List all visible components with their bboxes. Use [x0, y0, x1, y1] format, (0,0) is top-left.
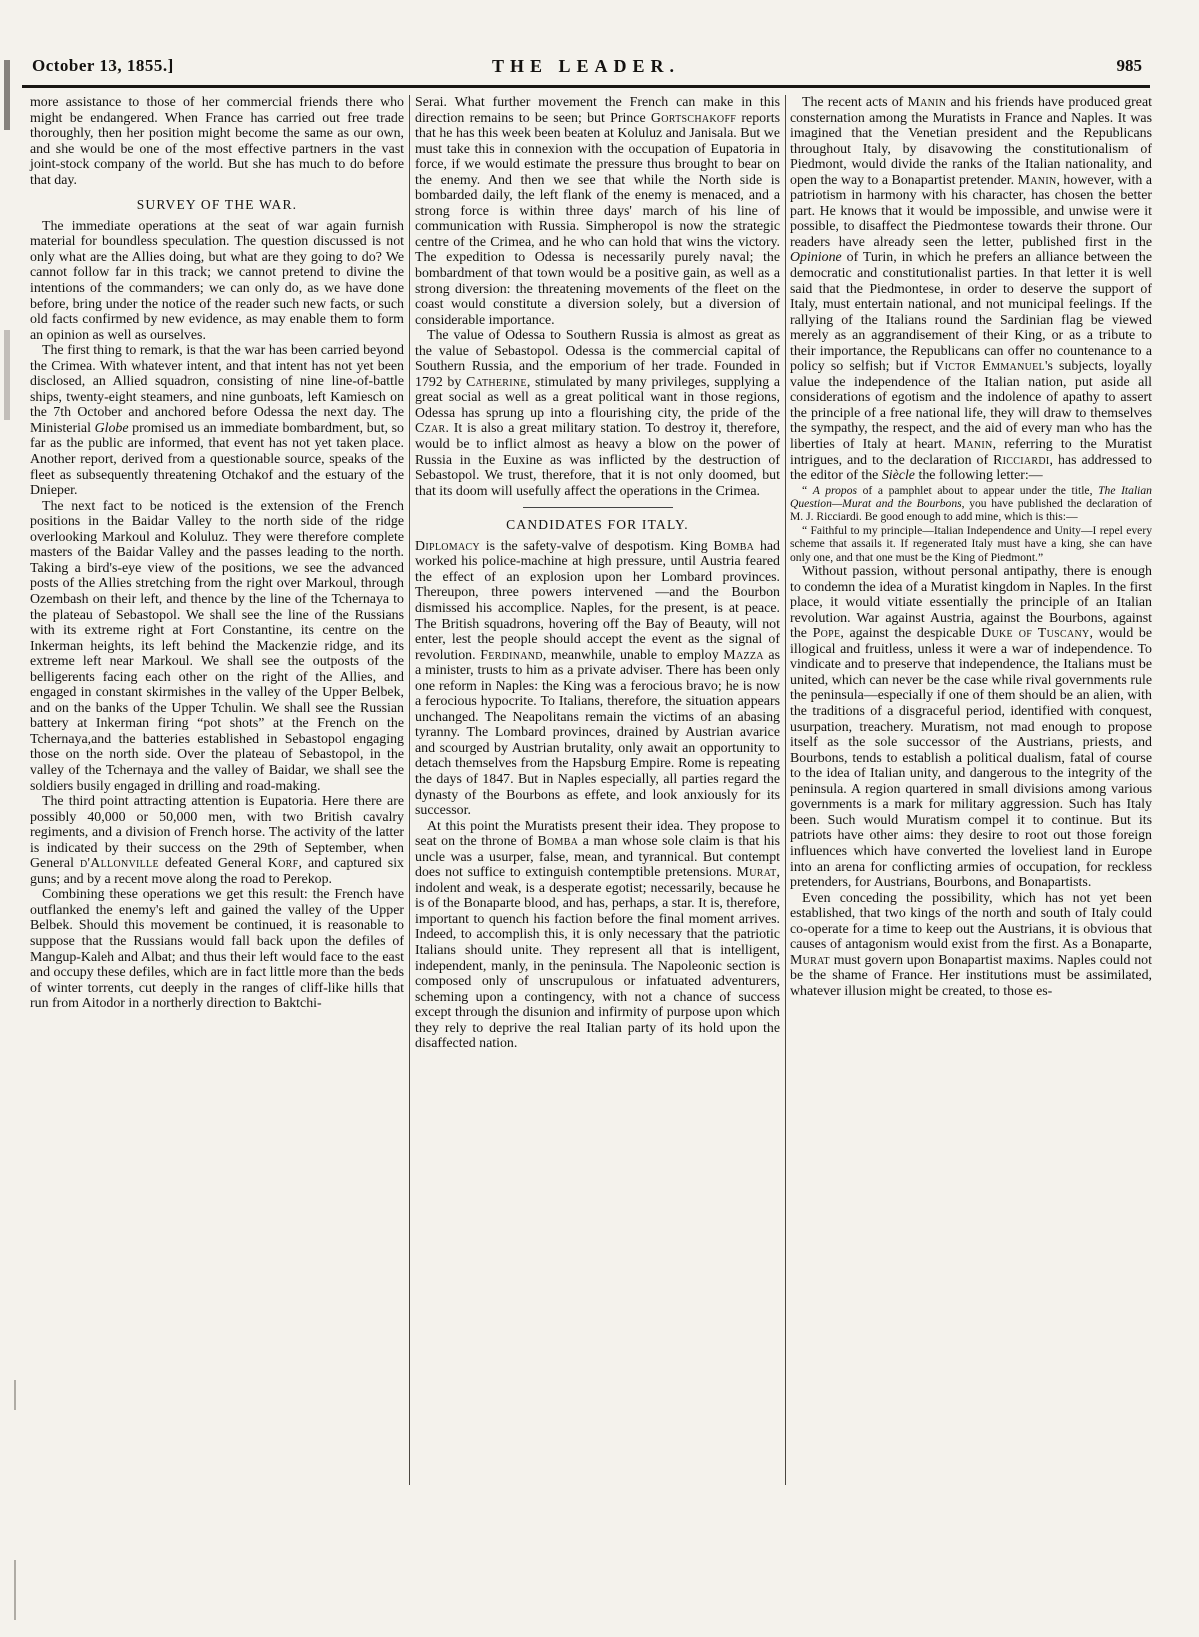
column-3: [790, 95, 1152, 999]
paragraph: Even conceding the possibility, which has not yet been established, that two kings of the north and south of Italy could co-operate for a time to keep out the Austrians, it is obvious that causes of antagonism would exist from the first. As a Bonaparte, Murat must govern upon Bonapartist maxims. Naples could not be the shame of France. Her institutions must be assimilated, whatever illusion might be created, to those es-: [790, 890, 1152, 999]
binding-mark: [4, 60, 10, 130]
margin-mark: [14, 1380, 16, 1410]
page-header: [22, 56, 1150, 80]
paragraph: At this point the Muratists present their idea. They propose to seat on the throne of Bomba a man whose sole claim is that his uncle was a usurper, false, mean, and tyrannical. But contempt does not suffice to extinguish contemptible pretensions. Murat, indolent and weak, is a desperate egotist; necessarily, because he is of the Bonaparte blood, and has, perhaps, a star. It is, therefore, important to quench his faction before the final moment arrives. Indeed, to accomplish this, it is only necessary that the patriotic Italians should unite. They represent all that is intelligent, independent, manly, in the peninsula. The Napoleonic section is composed only of unscrupulous or infatuated adventurers, scheming upon a contingency, with not a chance of success except through the disunion and infirmity of purpose upon which they rely to deprive the real Italian party of its hold upon the disaffected nation.: [415, 818, 780, 1052]
paragraph: The value of Odessa to Southern Russia is almost as great as the value of Sebastopol. Odessa is the commercial capital of Southern Russia, and the emporium of her trade. Founded in 1792 by Catherine, stimulated by many privileges, supplying a great social as well as a great political want in those regions, Odessa has sprung up into a flourishing city, the pride of the Czar. It is also a great military station. To destroy it, therefore, would be to inflict almost as heavy a blow on the power of Russia in the Euxine as was inflicted by the destruction of Sebastopol. We trust, therefore, that it is not only doomed, but that its doom will usefully affect the operations in the Crimea.: [415, 328, 780, 499]
paragraph: Serai. What further movement the French can make in this direction remains to be seen; but Prince Gortschakoff reports that he has this week been beaten at Koluluz and Janisala. But we must take this in connexion with the occupation of Eupatoria in force, if we would estimate the pressure thus brought to bear on the enemy. And then we see that while the North side is bombarded daily, the left flank of the enemy is menaced, and a strong force is within three days' march of his line of communication with Russia. Simpheropol is now the strategic centre of the Crimea, and he who can hold that wins the victory. The expedition to Odessa is necessarily purely naval; the bombardment of that town would be a positive gain, as well as a strong diversion: the threatening movements of the fleet on the coast would constitute a diversion solely, but a diversion of considerable importance.: [415, 95, 781, 328]
column-separator: [785, 95, 786, 1485]
section-heading-candidates-for-italy: CANDIDATES FOR ITALY.: [506, 517, 689, 533]
paragraph: The recent acts of Manin and his friends have produced great consternation among the Muratists in France and Naples. It was imagined that the Venetian president and the Republicans throughout Italy, by disavowing the constitutionalism of Piedmont, would divide the ranks of the Italian nationality, and open the way to a Bonapartist pretender. Manin, however, with a patriotism in harmony with his character, has chosen the better part. He knows that it would be impossible, and unwise were it possible, to disaffect the Piedmontese towards their throne. Our readers have already seen the letter, published first in the Opinione of Turin, in which he prefers an alliance between the democratic and constitutionalist parties. In that letter it is well said that the Piedmontese, in order to deserve the support of Italy, must entertain national, and not municipal feelings. If the rallying of the Italians round the Sardinian flag be viewed merely as an aggrandisement of their King, or as a tribute to their importance, the Republicans can offer no countenance to a policy so selfish; but if Victor Emmanuel's subjects, loyally value the independence of the Italian nation, put aside all considerations of egotism and the indolence of apathy to assert the principle of a free national life, they will draw to themselves the sympathy, the respect, and the aid of every man who has the liberties of Italy at heart. Manin, referring to the Muratist intrigues, and to the declaration of Ricciardi, has addressed to the editor of the Siècle the following letter:—: [790, 95, 1153, 484]
binding-mark: [4, 330, 10, 420]
paragraph: Without passion, without personal antipathy, there is enough to condemn the idea of a Muratist kingdom in Naples. In the first place, it would vitiate essentially the principle of an Italian revolution. War against Austria, against the Bourbons, against the Pope, against the despicable Duke of Tuscany, would be illogical and fruitless, unless it were a war of independence. To vindicate and to preserve that independence, the Italians must be united, which can never be the case while rival governments rule the peninsula—especially if one of them should be an alien, with the traditions of a disgraceful period, identified with conquest, usurpation, treachery. Muratism, not mad enough to propose itself as the sole successor of the Austrians, priests, and Bourbons, tends to establish a political dualism, fatal of course to the idea of Italian unity, and dangerous to the integrity of the peninsula. A region quartered in small divisions among various governments is a mark for military aggression. Such has Italy been. Such would Muratism compel it to continue. But its patriots have other aims: they desire to root out those foreign influences which have converted the loveliest land in Europe into an arena for conflicting armies of occupation, for reckless pretenders, for Austrians, Bourbons, and Bonapartists.: [790, 564, 1152, 891]
column-separator: [409, 95, 410, 1485]
header-date: October 13, 1855.]: [32, 56, 174, 75]
paragraph: Diplomacy is the safety-valve of despotism. King Bomba had worked his police-machine at high pressure, until Austria feared the effect of an explosion upon her Lombard provinces. Thereupon, three powers intervened —and the Bourbon dismissed his accomplice. Naples, for the present, is at peace. The British squadrons, hovering off the Bay of Beauty, will not enter, lest the people should accept the event as the signal of revolution. Ferdinand, meanwhile, unable to employ Mazza as a minister, trusts to him as a private adviser. There has been only one reform in Naples: the King was a ferocious bravo; he is now a ferocious hypocrite. To Italians, therefore, the situation appears unchanged. The Neapolitans remain the victims of an abasing tyranny. The Lombard provinces, drained by Austrian avarice and scourged by Austrian brutality, only await an opportunity to detach themselves from the Hapsburg Empire. Rome is repeating the days of 1847. But in Naples especially, all parties regard the dynasty of the Bourbons as effete, and look anxiously for its successor.: [415, 538, 780, 819]
masthead-title: THE LEADER.: [491, 56, 681, 76]
paragraph: Combining these operations we get this result: the French have outflanked the enemy's left and gained the valley of the Upper Belbek. Should this movement be continued, it is reasonable to suppose that the Russians would fall back upon the defiles of Mangup-Kaleh and Albat; and thus their left would face to the east and occupy these defiles, which are in fact little more than the beds of winter torrents, cut deeply in the ranges of cliff-like hills that run from Aitodor in a northerly direction to Baktchi-: [30, 887, 404, 1012]
column-1: [30, 95, 404, 1012]
quoted-letter: “ Faithful to my principle—Italian Independence and Unity—I repel every scheme that assails it. If regenerated Italy must have a king, she can have only one, and that one must be the King of Piedmont.”: [790, 523, 1152, 564]
margin-mark: [14, 1560, 16, 1620]
header-rule: [22, 85, 1150, 88]
column-2: [415, 95, 780, 1052]
page-number: 985: [1116, 56, 1142, 75]
paragraph: The next fact to be noticed is the extension of the French positions in the Baidar Valley to the north side of the ridge overlooking Markoul and Koluluz. They were therefore complete masters of the Baidar Valley and the passes leading to the north. Taking a bird's-eye view of the positions, we see the advanced posts of the Allies stretching from the right over Markoul, through Ozembash on their left, and thence by the line of the Tchernaya to the plateau of Sebastopol. We shall see the line of the Russians with its extreme right at Fort Constantine, its centre on the Inkerman heights, its left behind the Mackenzie ridge, and its extreme left near Markoul. We shall see the outposts of the belligerents facing each other on the right of the Allies, and engaged in constant skirmishes in the valley of the Upper Belbek, and on the banks of the Upper Tchulin. We shall see the Russian battery at Inkerman firing “pot shots” at the French on the Tchernaya,and the batteries established in Sebastopol engaging those on the north side. Over the plateau of Sebastopol, in the valley of the Tchernaya and the valley of Baidar, we shall see the soldiers busily engaged in drilling and road-making.: [30, 498, 404, 794]
paragraph: The first thing to remark, is that the war has been carried beyond the Crimea. With whatever intent, and that intent has not yet been disclosed, an Allied squadron, consisting of nine line-of-battle ships, twenty-eight steamers, and nine gunboats, left Kamiesch on the 7th October and anchored before Odessa the next day. The Ministerial Globe promised us an immediate bombardment, but, so far as the public are informed, that event has not yet taken place. Another report, derived from a questionable source, speaks of the fleet as subsequently threatening Otchakof and the estuary of the Dnieper.: [30, 343, 404, 499]
paragraph: The third point attracting attention is Eupatoria. Here there are possibly 40,000 or 50,000 men, with two British cavalry regiments, and a division of French horse. The activity of the latter is indicated by their success on the 29th of September, when General d'Allonville defeated General Korf, and captured six guns; and by a recent move along the road to Perekop.: [30, 794, 405, 887]
section-heading-survey-of-the-war: SURVEY OF THE WAR.: [136, 197, 298, 213]
section-divider: [523, 507, 673, 508]
paragraph: The immediate operations at the seat of war again furnish material for boundless speculation. The question discussed is not only what are the Allies doing, but what are they going to do? We cannot follow far in this track; we cannot pretend to divine the intentions of the commanders; we can only do, as we have done before, bring under the notice of the reader such new facts, or such old facts confirmed by new evidence, as may enable them to form an opinion as well as ourselves.: [30, 218, 404, 343]
quoted-letter: “ A propos of a pamphlet about to appear under the title, The Italian Question—Murat and the Bourbons, you have published the declaration of M. J. Ricciardi. Be good enough to add mine, which is this:—: [790, 483, 1152, 524]
paragraph: more assistance to those of her commercial friends there who might be endangered. When France has carried out free trade thoroughly, then her position might become the same as our own, and she would be one of the most effective partners in the vast joint-stock company of the world. But she has much to do before that day.: [30, 95, 404, 188]
